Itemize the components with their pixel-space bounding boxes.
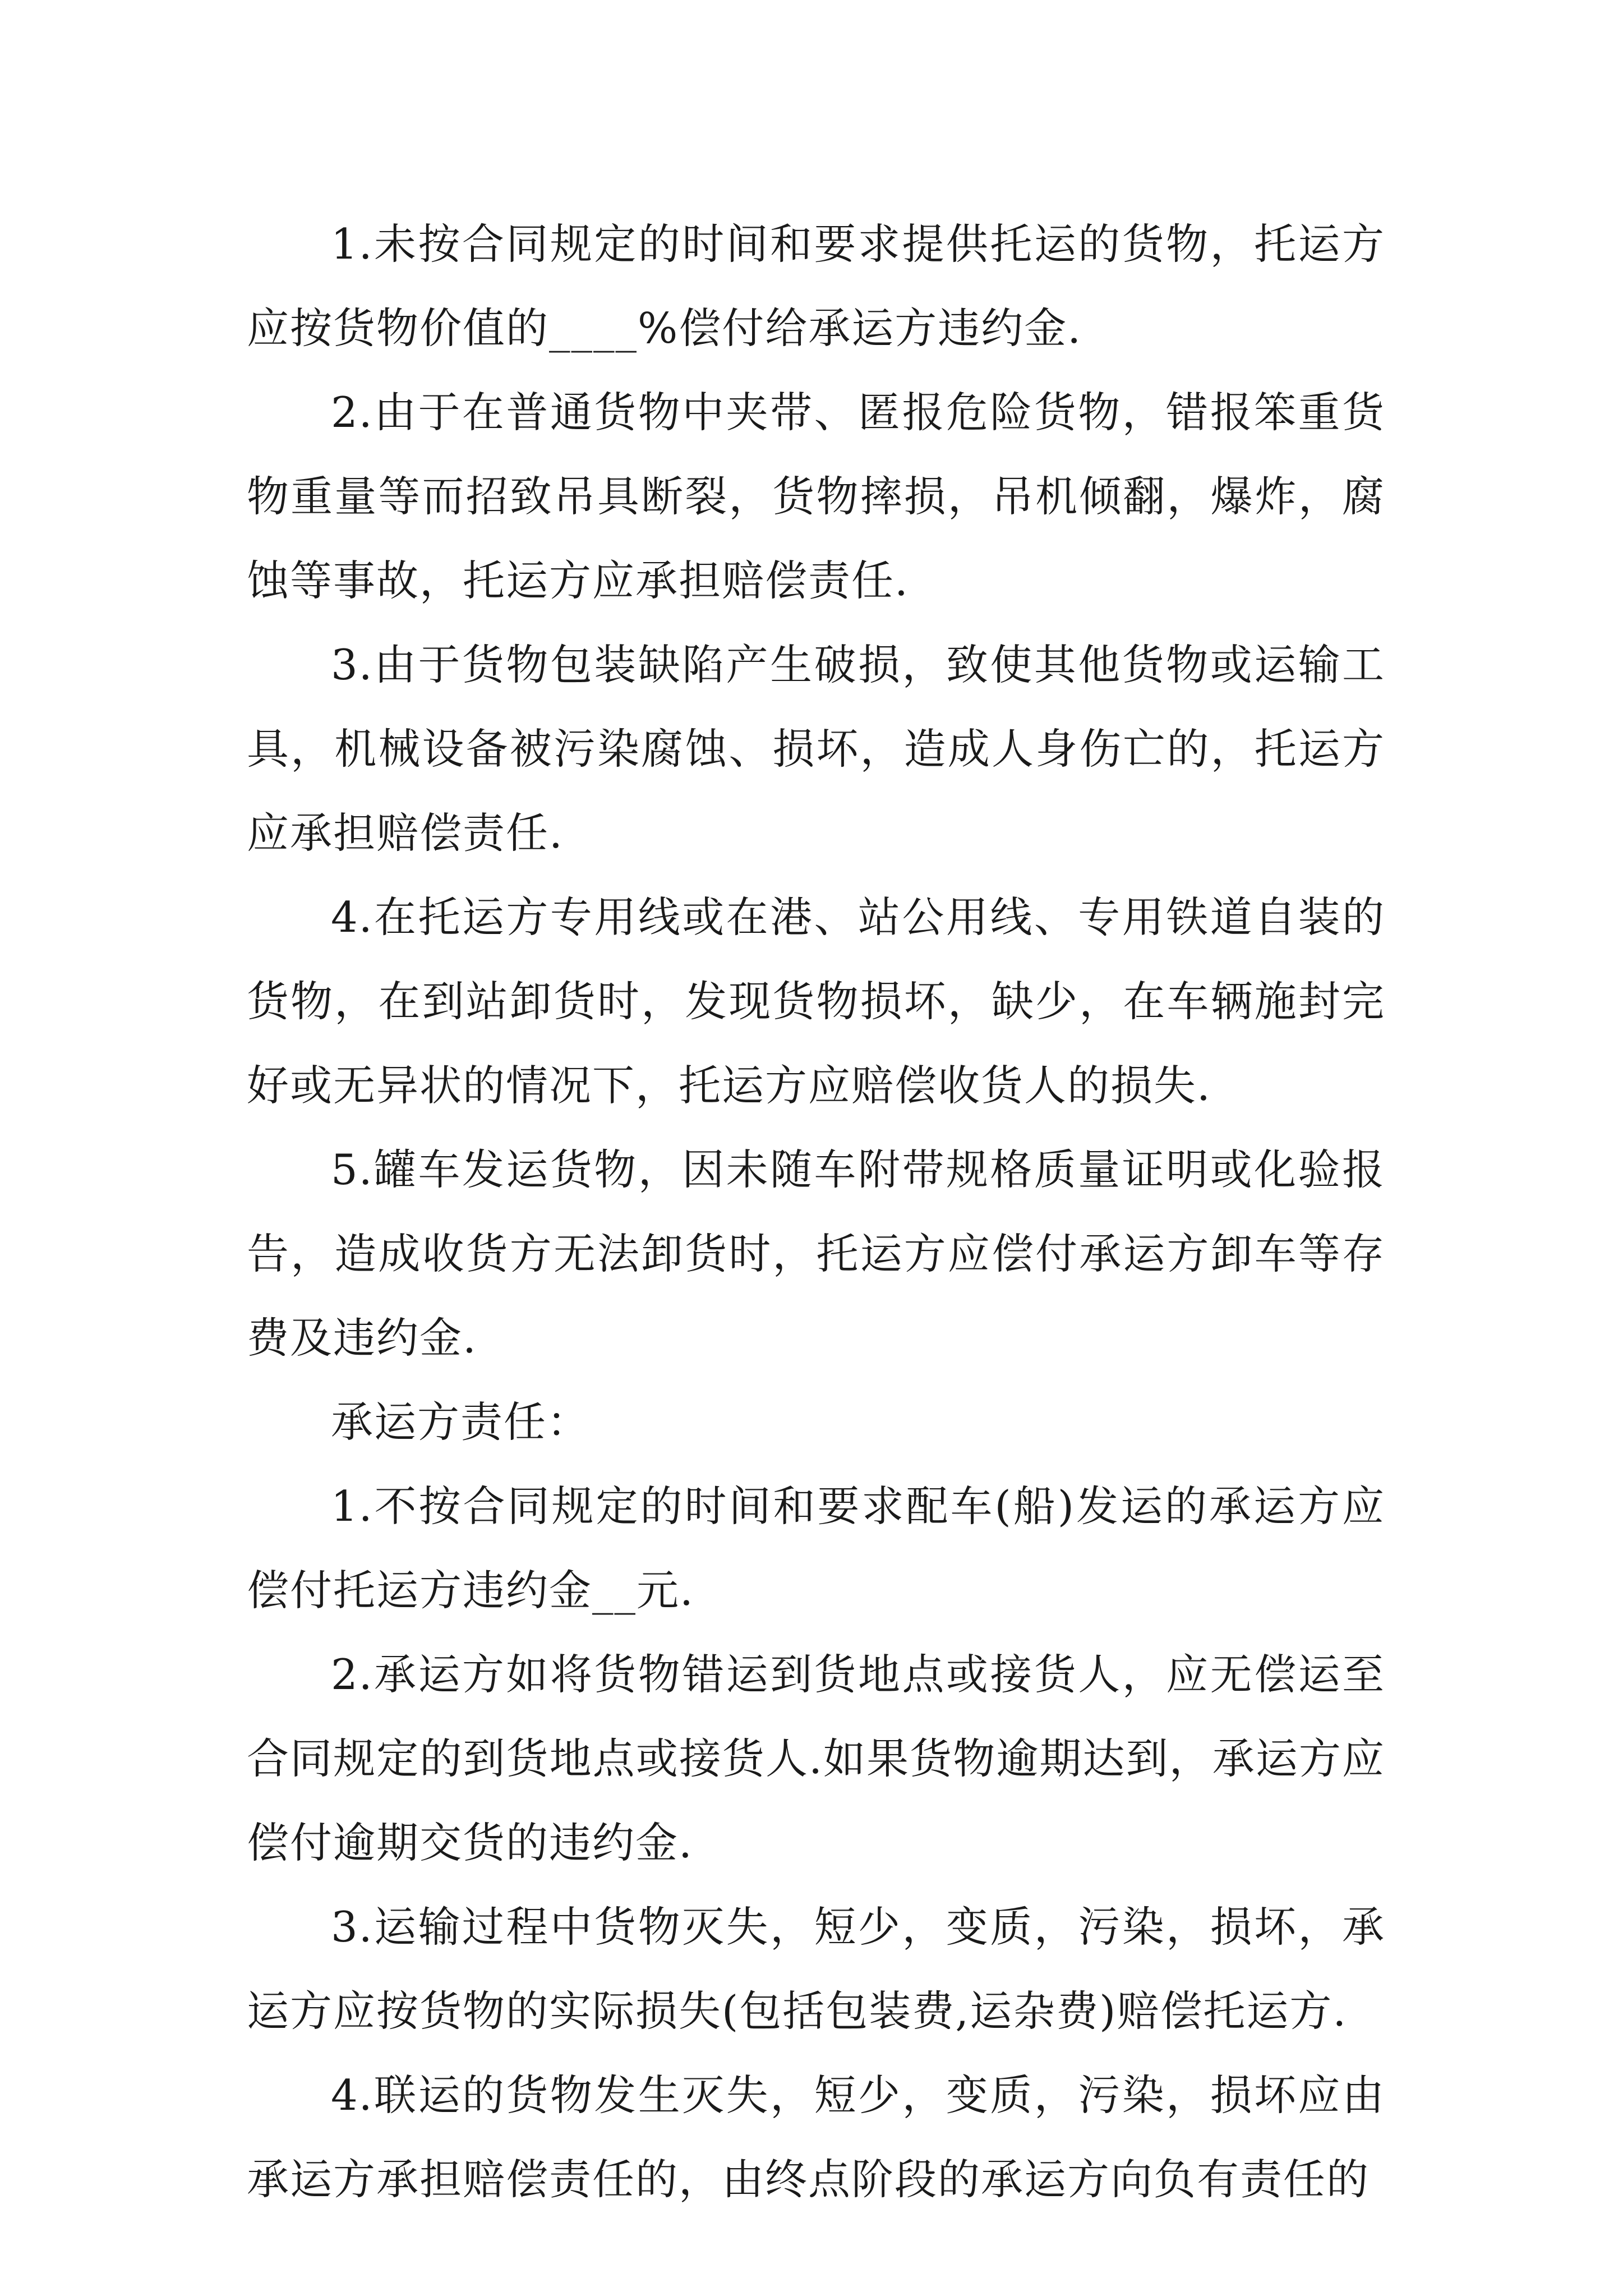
paragraph-shipper-clause-1: 1.未按合同规定的时间和要求提供托运的货物，托运方应按货物价值的____%偿付给承运方违约金. xyxy=(247,219,1385,353)
paragraph-shipper-clause-3: 3.由于货物包装缺陷产生破损，致使其他货物或运输工具，机械设备被污染腐蚀、损坏，造成人身伤亡的，托运方应承担赔偿责任. xyxy=(247,640,1385,858)
paragraph-carrier-clause-4: 4.联运的货物发生灭失，短少，变质，污染，损坏应由承运方承担赔偿责任的，由终点阶段的承运方向负有责任的 xyxy=(247,2070,1385,2204)
paragraph-carrier-clause-3: 3.运输过程中货物灭失，短少，变质，污染，损坏，承运方应按货物的实际损失(包括包装费,运杂费)赔偿托运方. xyxy=(247,1902,1385,2036)
document-body xyxy=(247,202,1385,2221)
section-heading-carrier-liability: 承运方责任： xyxy=(331,1397,591,1447)
paragraph-shipper-clause-5: 5.罐车发运货物，因未随车附带规格质量证明或化验报告，造成收货方无法卸货时，托运方应偿付承运方卸车等存费及违约金. xyxy=(247,1145,1385,1363)
paragraph-carrier-clause-1: 1.不按合同规定的时间和要求配车(船)发运的承运方应偿付托运方违约金__元. xyxy=(247,1481,1385,1615)
paragraph-carrier-clause-2: 2.承运方如将货物错运到货地点或接货人，应无偿运至合同规定的到货地点或接货人.如果货物逾期达到，承运方应偿付逾期交货的违约金. xyxy=(247,1650,1385,1867)
paragraph-shipper-clause-4: 4.在托运方专用线或在港、站公用线、专用铁道自装的货物，在到站卸货时，发现货物损坏，缺少，在车辆施封完好或无异状的情况下，托运方应赔偿收货人的损失. xyxy=(247,892,1385,1110)
paragraph-shipper-clause-2: 2.由于在普通货物中夹带、匿报危险货物，错报笨重货物重量等而招致吊具断裂，货物摔损，吊机倾翻，爆炸，腐蚀等事故，托运方应承担赔偿责任. xyxy=(247,388,1385,605)
